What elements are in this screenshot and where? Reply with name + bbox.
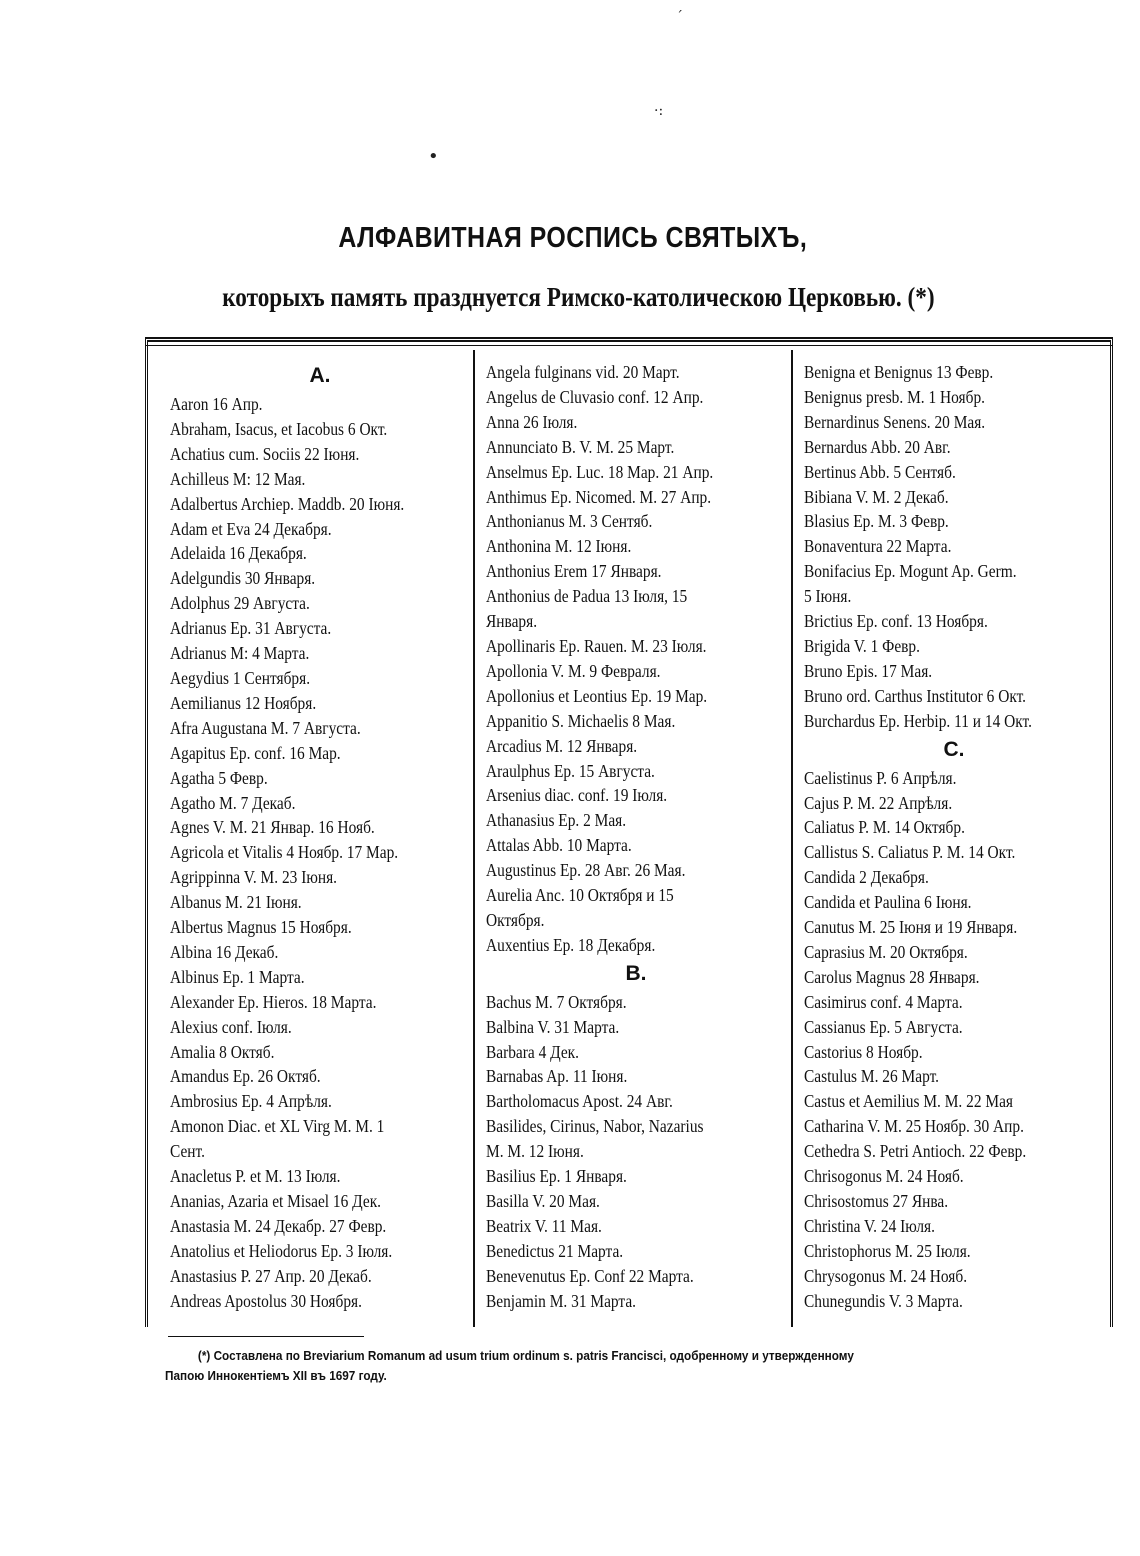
saint-entry: Auxentius Ep. 18 Декабря. <box>486 934 656 955</box>
saint-entry-line: Aurelia Anc. 10 Октября и 15 <box>486 885 674 906</box>
saint-entry: Anacletus P. et M. 13 Iюля. <box>170 1166 341 1187</box>
saint-entry <box>486 1114 786 1164</box>
saint-entry: Canutus M. 25 Iюня и 19 Января. <box>804 917 1018 938</box>
saint-entry: Chunegundis V. 3 Марта. <box>804 1290 963 1311</box>
saint-entry: Abraham, Isacus, et Iacobus 6 Окт. <box>170 418 388 439</box>
page-subtitle: которыхъ память празднуется Римско-католическою Церковью. (*) <box>222 282 935 312</box>
saint-entry: Bartholomacus Apost. 24 Авг. <box>486 1091 673 1112</box>
saint-entry: Bruno ord. Carthus Institutor 6 Окт. <box>804 685 1027 706</box>
saint-entry: Cajus P. M. 22 Апрѣля. <box>804 792 953 813</box>
saint-entry: Basilius Ep. 1 Января. <box>486 1166 627 1187</box>
saint-entry: Chrisogonus M. 24 Нояб. <box>804 1166 964 1187</box>
speck: ˊ <box>676 9 683 25</box>
saint-entry: Bonaventura 22 Марта. <box>804 536 952 557</box>
saint-entry-line: Anthonius de Padua 13 Iюля, 15 <box>486 586 688 607</box>
saint-entry: Candida 2 Декабря. <box>804 867 929 888</box>
saint-entry: Attalas Abb. 10 Марта. <box>486 835 632 856</box>
saint-entry: Bertinus Abb. 5 Сентяб. <box>804 461 956 482</box>
saint-entry: Benjamin M. 31 Марта. <box>486 1290 637 1311</box>
saint-entry: Bachus M. 7 Октября. <box>486 991 627 1012</box>
saint-entry-line: Сент. <box>170 1141 205 1162</box>
saint-entry: Beatrix V. 11 Мая. <box>486 1215 602 1236</box>
saint-entry: Arcadius M. 12 Января. <box>486 735 638 756</box>
saint-entry: Castus et Aemilius M. M. 22 Мая <box>804 1091 1013 1112</box>
saint-entry: Agnes V. M. 21 Январ. 16 Нояб. <box>170 817 375 838</box>
saint-entry: Brictius Ep. conf. 13 Ноября. <box>804 611 988 632</box>
saint-entry: Caelistinus P. 6 Апрѣля. <box>804 767 957 788</box>
saint-entry-line: 5 Iюня. <box>804 586 852 607</box>
column-separator <box>791 350 793 1327</box>
section-letter: A. <box>309 364 331 387</box>
saint-entry: Adam et Eva 24 Декабря. <box>170 518 332 539</box>
saint-entry-line: Bonifacius Ep. Mogunt Ap. Germ. <box>804 561 1017 582</box>
saint-entry: Benignus presb. M. 1 Ноябр. <box>804 386 986 407</box>
saint-entry: Callistus S. Caliatus P. M. 14 Окт. <box>804 842 1016 863</box>
saint-entry: Achatius cum. Sociis 22 Iюня. <box>170 443 360 464</box>
saint-entry: Apollonius et Leontius Ep. 19 Мар. <box>486 685 708 706</box>
saint-entry: Ananias, Azaria et Misael 16 Дек. <box>170 1191 382 1211</box>
saint-entry-line: Basilides, Cirinus, Nabor, Nazarius <box>486 1116 704 1137</box>
saint-entry: Appanitio S. Michaelis 8 Мая. <box>486 710 676 731</box>
saint-entry: Agrippinna V. M. 23 Iюня. <box>170 867 338 888</box>
saint-entry: Adrianus M: 4 Марта. <box>170 643 310 664</box>
saint-entry: Anastasius P. 27 Апр. 20 Декаб. <box>170 1265 372 1286</box>
saint-entry: Bibiana V. M. 2 Декаб. <box>804 486 949 507</box>
speck: • <box>428 146 439 167</box>
saint-entry: Albinus Ep. 1 Марта. <box>170 966 305 987</box>
column-1 <box>170 360 470 1314</box>
saint-entry: Aegydius 1 Сентября. <box>170 667 311 688</box>
saint-entry: Burchardus Ep. Herbip. 11 и 14 Окт. <box>804 710 1032 731</box>
saint-entry: Castulus M. 26 Март. <box>804 1066 939 1087</box>
saint-entry: Caliatus P. M. 14 Октябр. <box>804 817 965 838</box>
saint-entry-line: Января. <box>486 611 538 632</box>
saint-entry-line: Октября. <box>486 909 545 930</box>
saint-entry: Arsenius diac. conf. 19 Iюля. <box>486 785 668 806</box>
saint-entry: Alexander Ep. Hieros. 18 Марта. <box>170 991 377 1012</box>
saint-entry: Basilla V. 20 Мая. <box>486 1191 600 1211</box>
saint-entry: Brigida V. 1 Февр. <box>804 635 920 656</box>
saint-entry: Amalia 8 Октяб. <box>170 1041 275 1062</box>
saint-entry: Anna 26 Iюля. <box>486 411 578 432</box>
footnote-line-2: Папою Иннокентiемъ XII въ 1697 году. <box>165 1369 387 1383</box>
saint-entry: Anatolius et Heliodorus Ep. 3 Iюля. <box>170 1240 393 1261</box>
column-3 <box>804 360 1104 1314</box>
saint-entry <box>170 1114 470 1164</box>
saint-entry: Catharina V. M. 25 Ноябр. 30 Апр. <box>804 1116 1024 1137</box>
saint-entry: Anthonianus M. 3 Сентяб. <box>486 511 653 532</box>
saint-entry: Adalbertus Archiep. Maddb. 20 Iюня. <box>170 493 405 514</box>
saint-entry: Athanasius Ep. 2 Мая. <box>486 810 627 831</box>
section-letter: C. <box>943 737 965 761</box>
saint-entry: Alexius conf. Iюля. <box>170 1016 292 1037</box>
saint-entry: Albanus M. 21 Iюня. <box>170 892 302 913</box>
saint-entry <box>804 559 1104 609</box>
saint-entry: Christina V. 24 Iюля. <box>804 1215 935 1236</box>
saint-entry: Amandus Ep. 26 Октяб. <box>170 1066 321 1087</box>
saint-entry: Agatha 5 Февр. <box>170 767 268 788</box>
saint-entry-line: Amonon Diac. et XL Virg M. M. 1 <box>170 1116 385 1137</box>
saint-entry: Adrianus Ep. 31 Августа. <box>170 618 332 639</box>
saint-entry: Albertus Magnus 15 Ноября. <box>170 917 352 938</box>
saint-entry: Andreas Apostolus 30 Ноября. <box>170 1290 362 1311</box>
saint-entry: Benedictus 21 Марта. <box>486 1240 624 1261</box>
saint-entry: Candida et Paulina 6 Iюня. <box>804 892 972 913</box>
saint-entry: Benevenutus Ep. Conf 22 Марта. <box>486 1265 694 1286</box>
footnote-rule <box>168 1336 364 1337</box>
saint-entry: Bernardinus Senens. 20 Мая. <box>804 411 986 432</box>
saint-entry: Christophorus M. 25 Iюля. <box>804 1240 971 1261</box>
saint-entry: Angela fulginans vid. 20 Март. <box>486 362 680 382</box>
saint-entry: Apollinaris Ep. Rauen. M. 23 Iюля. <box>486 635 707 656</box>
saint-entry <box>486 584 786 634</box>
saint-entry: Adelgundis 30 Января. <box>170 568 316 589</box>
saint-entry: Anthimus Ep. Nicomed. M. 27 Апр. <box>486 486 712 507</box>
saint-entry: Anthonina M. 12 Iюня. <box>486 536 632 557</box>
saint-entry: Aemilianus 12 Ноября. <box>170 692 317 713</box>
column-separator <box>473 350 475 1327</box>
saint-entry: Anselmus Ep. Luc. 18 Мар. 21 Апр. <box>486 461 714 482</box>
saint-entry: Afra Augustana M. 7 Августа. <box>170 717 361 738</box>
saint-entry: Agatho M. 7 Декаб. <box>170 792 296 813</box>
saint-entry: Annunciato B. V. M. 25 Март. <box>486 436 675 457</box>
saint-entry: Adolphus 29 Августа. <box>170 593 310 614</box>
saint-entry-line: M. M. 12 Iюня. <box>486 1141 584 1162</box>
saint-entry: Anastasia M. 24 Декабр. 27 Февр. <box>170 1215 387 1236</box>
saint-entry: Albina 16 Декаб. <box>170 941 279 962</box>
saint-entry: Barnabas Ap. 11 Iюня. <box>486 1066 628 1087</box>
saint-entry: Caprasius M. 20 Октября. <box>804 941 968 962</box>
saint-entry: Chrisostomus 27 Янва. <box>804 1191 949 1211</box>
saint-entry: Agapitus Ep. conf. 16 Мар. <box>170 742 341 763</box>
saint-entry: Bruno Epis. 17 Мая. <box>804 660 933 681</box>
saint-entry: Barbara 4 Дек. <box>486 1041 580 1062</box>
saint-entry: Agricola et Vitalis 4 Ноябр. 17 Мар. <box>170 842 399 863</box>
saint-entry: Araulphus Ep. 15 Августа. <box>486 760 655 781</box>
saint-entry: Anthonius Erem 17 Января. <box>486 561 662 582</box>
saint-entry: Bernardus Abb. 20 Авг. <box>804 436 951 457</box>
saint-entry: Benigna et Benignus 13 Февр. <box>804 362 994 382</box>
saint-entry: Castorius 8 Ноябр. <box>804 1041 923 1062</box>
saint-entry: Achilleus M: 12 Мая. <box>170 468 306 489</box>
page-title: АЛФАВИТНАЯ РОСПИСЬ СВЯТЫХЪ, <box>338 222 808 254</box>
saint-entry: Adelaida 16 Декабря. <box>170 543 307 564</box>
saint-entry: Aaron 16 Апр. <box>170 394 263 414</box>
saint-entry: Cassianus Ep. 5 Августа. <box>804 1016 963 1037</box>
saint-entry: Angelus de Cluvasio conf. 12 Апр. <box>486 386 704 407</box>
saint-entry <box>486 883 786 933</box>
saint-entry: Chrysogonus M. 24 Нояб. <box>804 1265 968 1286</box>
saint-entry: Casimirus conf. 4 Марта. <box>804 991 963 1012</box>
saint-entry: Carolus Magnus 28 Января. <box>804 966 980 987</box>
saint-entry: Apollonia V. M. 9 Февраля. <box>486 660 661 681</box>
saint-entry: Blasius Ep. M. 3 Февр. <box>804 511 949 532</box>
speck: ·: <box>654 103 664 119</box>
saint-entry: Ambrosius Ep. 4 Апрѣля. <box>170 1091 332 1112</box>
footnote-line-1: (*) Составлена по Breviarium Romanum ad usum trium ordinum s. patris Francisci, одобренному и утвержденному <box>197 1349 854 1363</box>
saint-entry: Augustinus Ep. 28 Авг. 26 Мая. <box>486 860 686 881</box>
saint-entry: Balbina V. 31 Марта. <box>486 1016 620 1037</box>
footnote <box>165 1346 1096 1386</box>
saint-entry: Cethedra S. Petri Antioch. 22 Февр. <box>804 1141 1027 1162</box>
section-letter: B. <box>625 961 647 985</box>
column-2 <box>486 360 786 1314</box>
saints-table <box>145 337 1113 1327</box>
